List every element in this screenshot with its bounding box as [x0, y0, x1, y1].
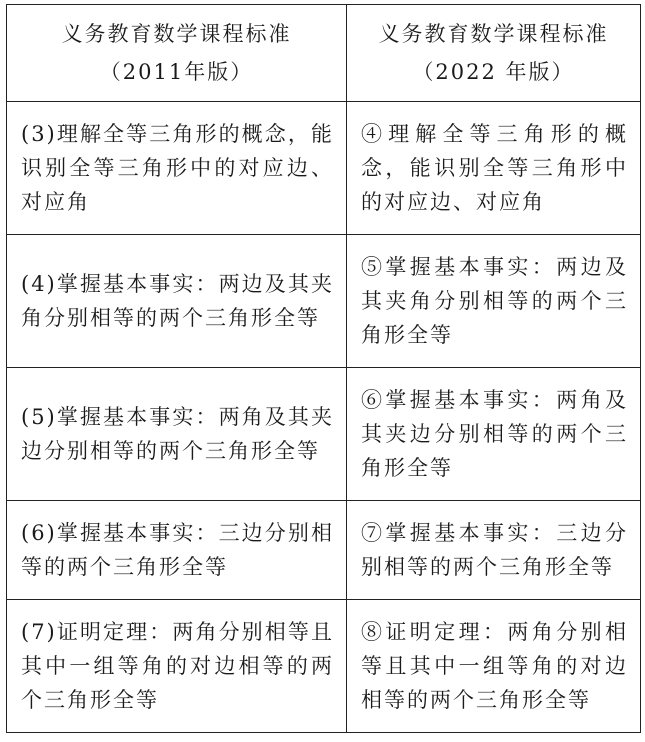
table-row [7, 102, 641, 235]
curriculum-comparison-table [6, 4, 641, 733]
header-2022-title: 义务教育数学课程标准 [378, 22, 609, 46]
table-row [7, 600, 641, 733]
cell-2022-item-7: ⑦掌握基本事实：三边分别相等的两个三角形全等 [347, 501, 641, 600]
table-row [7, 235, 641, 368]
table-header-row [7, 5, 641, 102]
header-2011-edition-label: （2011年版） [99, 60, 254, 84]
cell-2011-item-4: (4)掌握基本事实：两边及其夹角分别相等的两个三角形全等 [7, 235, 347, 368]
cell-2011-item-7: (7)证明定理：两角分别相等且其中一组等角的对边相等的两个三角形全等 [7, 600, 347, 733]
cell-2011-item-6: (6)掌握基本事实：三边分别相等的两个三角形全等 [7, 501, 347, 600]
cell-2022-item-6: ⑥掌握基本事实：两角及其夹边分别相等的两个三角形全等 [347, 368, 641, 501]
comparison-table-container [6, 4, 640, 733]
cell-2011-item-5: (5)掌握基本事实：两角及其夹边分别相等的两个三角形全等 [7, 368, 347, 501]
header-2022-edition-label: （2022 年版） [412, 60, 575, 84]
cell-2022-item-5: ⑤掌握基本事实：两边及其夹角分别相等的两个三角形全等 [347, 235, 641, 368]
cell-2022-item-4: ④理解全等三角形的概念，能识别全等三角形中的对应边、对应角 [347, 102, 641, 235]
header-2022-edition [347, 5, 641, 102]
cell-2022-item-8: ⑧证明定理：两角分别相等且其中一组等角的对边相等的两个三角形全等 [347, 600, 641, 733]
header-2011-edition [7, 5, 347, 102]
header-2011-title: 义务教育数学课程标准 [61, 22, 292, 46]
table-row [7, 501, 641, 600]
table-row [7, 368, 641, 501]
cell-2011-item-3: (3)理解全等三角形的概念，能识别全等三角形中的对应边、对应角 [7, 102, 347, 235]
